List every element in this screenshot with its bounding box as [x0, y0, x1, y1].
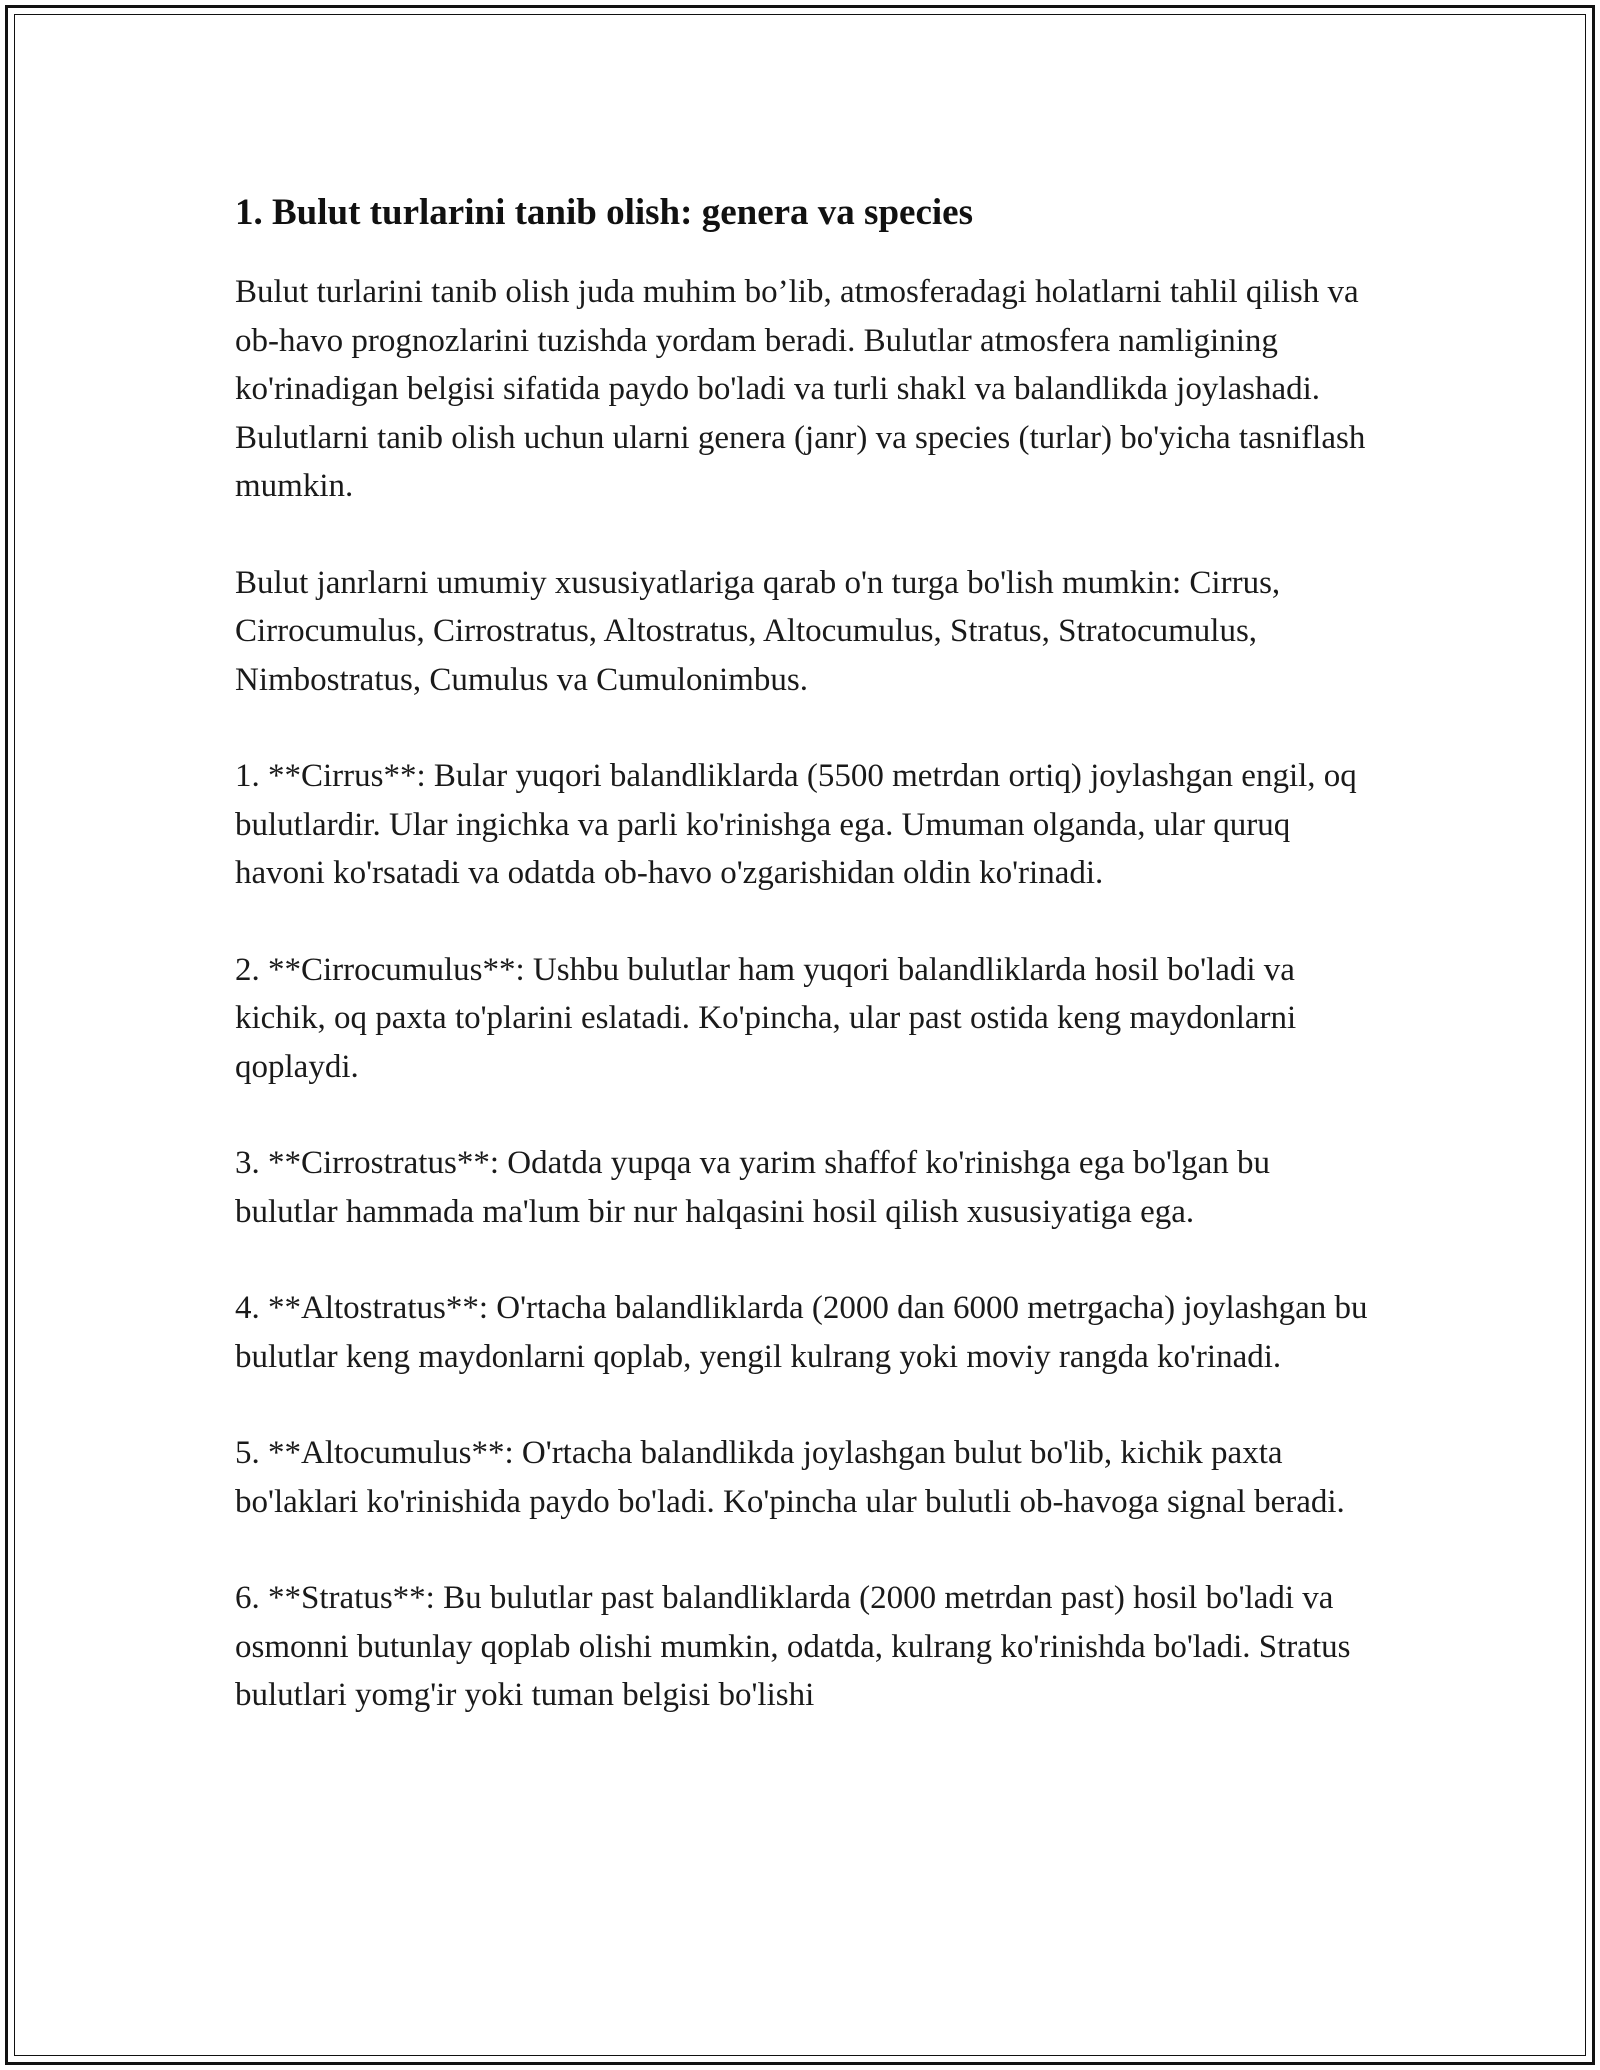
cirrus-paragraph: 1. **Cirrus**: Bular yuqori balandliklarda (5500 metrdan ortiq) joylashgan engil, oq bulutlardir. Ular ingichka va parli ko'rinishga ega. Umuman olganda, ular quruq havoni ko'rsatadi va odatda ob-havo o'zgarishidan oldin ko'rinadi. — [235, 758, 1357, 891]
document-title: 1. Bulut turlarini tanib olish: genera va species — [235, 192, 973, 233]
cirrostratus-paragraph: 3. **Cirrostratus**: Odatda yupqa va yarim shaffof ko'rinishga ega bo'lgan bu bulutlar hammada ma'lum bir nur halqasini hosil qilish xususiyatiga ega. — [235, 1145, 1270, 1230]
genera-overview-paragraph: Bulut janrlarni umumiy xususiyatlariga qarab o'n turga bo'lish mumkin: Cirrus, Cirrocumulus, Cirrostratus, Altostratus, Altocumulus, Stratus, Stratocumulus, Nimbostratus, Cumulus va Cumulonimbus. — [235, 564, 1281, 698]
document-body — [235, 186, 1375, 1720]
cirrocumulus-paragraph: 2. **Cirrocumulus**: Ushbu bulutlar ham yuqori balandliklarda hosil bo'ladi va kichik, oq paxta to'plarini eslatadi. Ko'pincha, ular past ostida keng maydonlarni qoplaydi. — [235, 951, 1297, 1085]
stratus-paragraph: 6. **Stratus**: Bu bulutlar past balandliklarda (2000 metrdan past) hosil bo'ladi va osmonni butunlay qoplab olishi mumkin, odatda, kulrang ko'rinishda bo'ladi. Stratus bulutlari yomg'ir yoki tuman belgisi bo'lishi — [235, 1580, 1351, 1713]
intro-paragraph: Bulut turlarini tanib olish juda muhim bo’lib, atmosferadagi holatlarni tahlil qilish va ob-havo prognozlarini tuzishda yordam beradi. Bulutlar atmosfera namligining ko'rinadigan belgisi sifatida paydo bo'ladi va turli shakl va balandlikda joylashadi. Bulutlarni tanib olish uchun ularni genera (janr) va species (turlar) bo'yicha tasniflash mumkin. — [235, 274, 1366, 504]
altocumulus-paragraph: 5. **Altocumulus**: O'rtacha balandlikda joylashgan bulut bo'lib, kichik paxta bo'laklari ko'rinishida paydo bo'ladi. Ko'pincha ular bulutli ob-havoga signal beradi. — [235, 1435, 1345, 1520]
altostratus-paragraph: 4. **Altostratus**: O'rtacha balandliklarda (2000 dan 6000 metrgacha) joylashgan bu bulutlar keng maydonlarni qoplab, yengil kulrang yoki moviy rangda ko'rinadi. — [235, 1290, 1368, 1375]
